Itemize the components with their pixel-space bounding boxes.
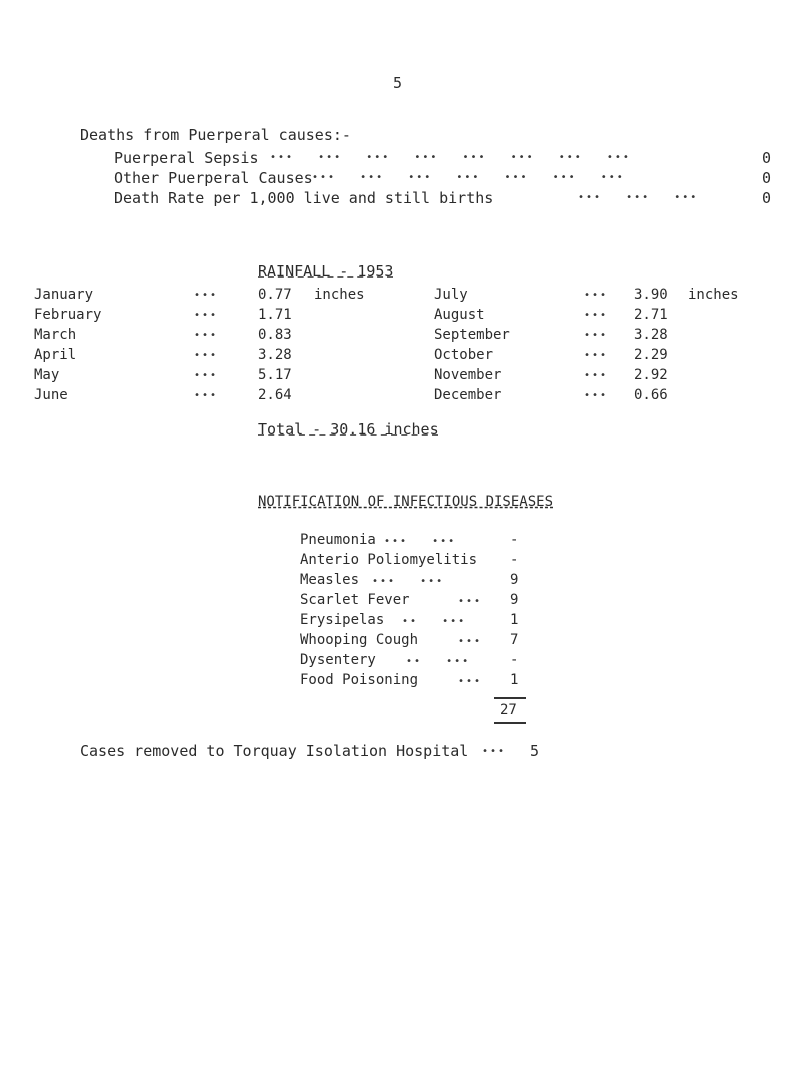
- leader-dots: •••: [584, 330, 609, 341]
- disease-count: 1: [510, 672, 519, 688]
- disease-label: Scarlet Fever: [300, 592, 410, 608]
- leader-dots: ••• ••• ••• ••• ••• ••• •••: [312, 172, 625, 183]
- notification-total: 27: [500, 702, 517, 718]
- other-puerperal-label: Other Puerperal Causes: [114, 169, 313, 187]
- leader-dots: •••: [194, 370, 219, 381]
- rain-value: 3.90: [634, 287, 668, 303]
- leader-dots: •••: [194, 290, 219, 301]
- month-label: March: [34, 327, 77, 343]
- puerperal-sepsis-label: Puerperal Sepsis: [114, 149, 259, 167]
- month-label: September: [434, 327, 510, 343]
- month-label: October: [434, 347, 494, 363]
- rain-value: 3.28: [634, 327, 668, 343]
- page-number: 5: [393, 74, 403, 92]
- puerperal-sepsis-value: 0: [762, 149, 772, 167]
- rain-value: 2.64: [258, 387, 292, 403]
- rain-value: 2.71: [634, 307, 668, 323]
- leader-dots: •••: [458, 676, 483, 687]
- leader-dots: •••: [584, 310, 609, 321]
- isolation-value: 5: [530, 742, 540, 760]
- leader-dots: •••: [482, 746, 507, 757]
- unit-label: inches: [688, 287, 739, 303]
- other-puerperal-value: 0: [762, 169, 772, 187]
- disease-count: -: [510, 652, 519, 668]
- leader-dots: •• •••: [402, 616, 467, 627]
- leader-dots: •••: [194, 350, 219, 361]
- leader-dots: ••• ••• ••• ••• ••• ••• ••• •••: [270, 152, 631, 163]
- leader-dots: ••• ••• •••: [578, 192, 699, 203]
- leader-dots: •• •••: [406, 656, 471, 667]
- rainfall-total: Total - 30.16 inches: [258, 420, 439, 438]
- month-label: December: [434, 387, 502, 403]
- leader-dots: •••: [584, 350, 609, 361]
- leader-dots: •••: [458, 636, 483, 647]
- disease-count: 1: [510, 612, 519, 628]
- leader-dots: •••: [584, 370, 609, 381]
- month-label: April: [34, 347, 77, 363]
- leader-dots: ••• •••: [372, 576, 445, 587]
- death-rate-value: 0: [762, 189, 772, 207]
- disease-label: Measles: [300, 572, 360, 588]
- month-label: November: [434, 367, 502, 383]
- death-rate-label: Death Rate per 1,000 live and still births: [114, 189, 494, 207]
- rain-value: 2.29: [634, 347, 668, 363]
- rain-value: 0.77: [258, 287, 292, 303]
- disease-label: Erysipelas: [300, 612, 385, 628]
- leader-dots: •••: [194, 310, 219, 321]
- month-label: August: [434, 307, 485, 323]
- leader-dots: •••: [194, 330, 219, 341]
- unit-label: inches: [314, 287, 365, 303]
- rain-value: 2.92: [634, 367, 668, 383]
- leader-dots: •••: [194, 390, 219, 401]
- leader-dots: •••: [458, 596, 483, 607]
- month-label: June: [34, 387, 68, 403]
- disease-count: 7: [510, 632, 519, 648]
- notification-heading: NOTIFICATION OF INFECTIOUS DISEASES: [258, 494, 554, 510]
- total-rule-bottom: [494, 722, 526, 724]
- isolation-label: Cases removed to Torquay Isolation Hospital: [80, 742, 469, 760]
- disease-label: Dysentery: [300, 652, 376, 668]
- rain-value: 5.17: [258, 367, 292, 383]
- rain-value: 3.28: [258, 347, 292, 363]
- disease-label: Pneumonia: [300, 532, 376, 548]
- leader-dots: •••: [584, 390, 609, 401]
- disease-label: Food Poisoning: [300, 672, 419, 688]
- disease-count: -: [510, 532, 519, 548]
- total-rule-top: [494, 697, 526, 699]
- puerperal-heading: Deaths from Puerperal causes:-: [80, 126, 351, 144]
- disease-count: -: [510, 552, 519, 568]
- disease-label: Anterio Poliomyelitis: [300, 552, 478, 568]
- month-label: January: [34, 287, 94, 303]
- month-label: February: [34, 307, 102, 323]
- rain-value: 0.83: [258, 327, 292, 343]
- disease-count: 9: [510, 592, 519, 608]
- rainfall-heading: RAINFALL - 1953: [258, 262, 394, 280]
- rain-value: 1.71: [258, 307, 292, 323]
- month-label: May: [34, 367, 60, 383]
- rain-value: 0.66: [634, 387, 668, 403]
- leader-dots: ••• •••: [384, 536, 457, 547]
- month-label: July: [434, 287, 468, 303]
- leader-dots: •••: [584, 290, 609, 301]
- disease-count: 9: [510, 572, 519, 588]
- disease-label: Whooping Cough: [300, 632, 419, 648]
